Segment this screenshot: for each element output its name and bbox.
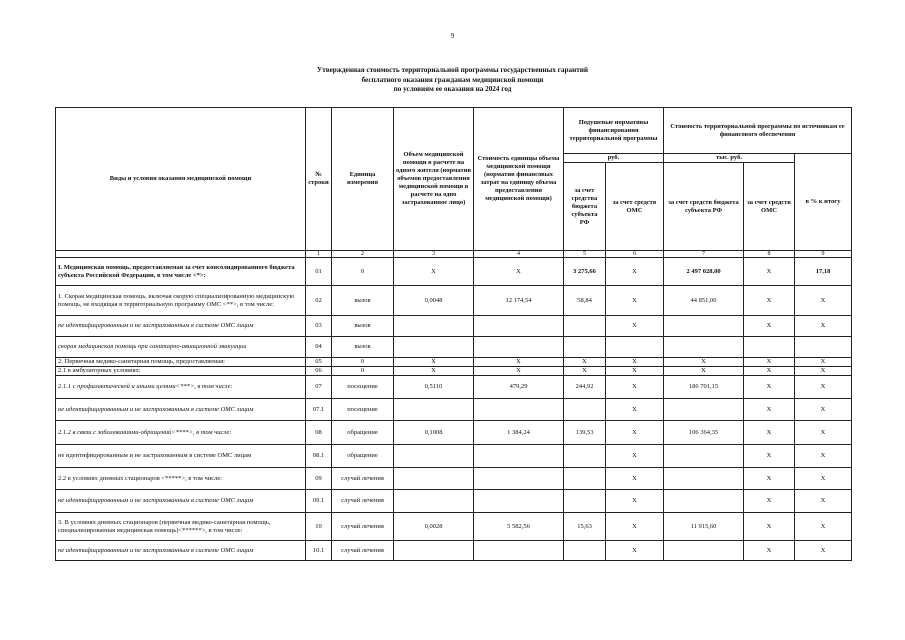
row-pr-oms: X [744, 376, 795, 399]
row-pc-budget [564, 541, 606, 561]
header-budget-rf-2: за счет средств бюджета субъекта РФ [664, 163, 744, 251]
row-no: 05 [306, 358, 332, 367]
row-volume: X [394, 258, 474, 286]
table-row [56, 490, 852, 513]
row-pr-budget [664, 316, 744, 337]
row-pr-budget [664, 541, 744, 561]
col-num: 9 [795, 251, 852, 258]
row-pc-oms: X [606, 513, 664, 541]
row-volume: 0,0028 [394, 513, 474, 541]
row-name: 2.1.1 с профилактической и иными целями<***>, в том числе: [56, 376, 306, 399]
row-cost: X [474, 258, 564, 286]
row-pct: X [795, 541, 852, 561]
row-pc-budget: 15,63 [564, 513, 606, 541]
row-pr-budget: 44 851,00 [664, 286, 744, 316]
row-no: 03 [306, 316, 332, 337]
col-num: 7 [664, 251, 744, 258]
row-pc-oms: X [606, 316, 664, 337]
row-name: не идентифицированным и не застрахованным в системе ОМС лицам [56, 399, 306, 421]
row-name: I. Медицинская помощь, предоставляемая за счет консолидированного бюджета субъекта Российской Федерации, в том числе <*>: [56, 258, 306, 286]
row-pc-budget [564, 399, 606, 421]
col-num: 3 [394, 251, 474, 258]
row-pct: X [795, 286, 852, 316]
table-row [56, 316, 852, 337]
title-line-2: бесплатного оказания гражданам медицинской помощи [361, 75, 544, 84]
row-pc-oms: X [606, 367, 664, 376]
row-volume [394, 541, 474, 561]
row-pr-oms: X [744, 399, 795, 421]
header-kinds: Виды и условия оказания медицинской помощи [56, 108, 306, 251]
row-cost [474, 445, 564, 468]
row-unit: вызов [332, 316, 394, 337]
row-volume [394, 468, 474, 490]
row-pr-oms: X [744, 258, 795, 286]
row-pr-oms: X [744, 541, 795, 561]
row-unit: случай лечения [332, 490, 394, 513]
row-pc-oms: X [606, 541, 664, 561]
row-pc-oms: X [606, 468, 664, 490]
title-line-3: по условиям ее оказания на 2024 год [393, 85, 512, 93]
row-unit: случай лечения [332, 541, 394, 561]
row-name: не идентифицированным и не застрахованным в системе ОМС лицам [56, 541, 306, 561]
header-line-no: № строки [306, 108, 332, 251]
row-name: 2.2 в условиях дневных стационаров <*****>, в том числе: [56, 468, 306, 490]
row-pr-budget: X [664, 367, 744, 376]
row-pr-budget: 106 364,35 [664, 421, 744, 445]
row-cost: X [474, 358, 564, 367]
header-oms-2: за счет средств ОМС [744, 163, 795, 251]
document-title [0, 66, 905, 95]
row-volume: 0,1008 [394, 421, 474, 445]
row-name: не идентифицированным и не застрахованным в системе ОМС лицам [56, 316, 306, 337]
header-rub: руб. [564, 154, 664, 163]
row-pc-oms: X [606, 286, 664, 316]
page-number: 9 [450, 32, 455, 40]
row-pr-oms: X [744, 286, 795, 316]
row-pc-oms: X [606, 490, 664, 513]
row-cost: X [474, 367, 564, 376]
row-volume [394, 316, 474, 337]
row-pc-budget [564, 316, 606, 337]
row-name: 3. В условиях дневных стационаров (первичная медико-санитарная помощь, специализированная медицинская помощь)<******>, в том числе: [56, 513, 306, 541]
row-pct [795, 337, 852, 358]
row-cost: 12 174,54 [474, 286, 564, 316]
col-num: 8 [744, 251, 795, 258]
row-no: 07 [306, 376, 332, 399]
table-row [56, 541, 852, 561]
row-volume [394, 490, 474, 513]
row-unit: посещение [332, 376, 394, 399]
row-unit: обращение [332, 421, 394, 445]
table-row [56, 376, 852, 399]
row-pr-budget [664, 445, 744, 468]
row-pr-budget: X [664, 358, 744, 367]
row-pr-budget [664, 399, 744, 421]
row-pc-budget: X [564, 367, 606, 376]
row-pc-budget [564, 337, 606, 358]
row-pr-oms: X [744, 358, 795, 367]
header-thous-rub: тыс. руб. [664, 154, 795, 163]
row-cost: 5 582,56 [474, 513, 564, 541]
row-pc-budget [564, 490, 606, 513]
table-row [56, 286, 852, 316]
row-unit: случай лечения [332, 513, 394, 541]
header-oms: за счет средств ОМС [606, 163, 664, 251]
row-unit: 0 [332, 358, 394, 367]
table-row [56, 358, 852, 367]
row-cost [474, 316, 564, 337]
column-numbers-row [56, 251, 852, 258]
row-pr-budget [664, 337, 744, 358]
header-program-cost: Стоимость территориальной программы по источникам ее финансового обеспечения [664, 108, 852, 154]
row-pc-oms [606, 337, 664, 358]
row-pc-oms: X [606, 421, 664, 445]
row-unit: вызов [332, 337, 394, 358]
row-unit: вызов [332, 286, 394, 316]
table-row [56, 367, 852, 376]
cost-table [55, 107, 852, 561]
row-pct: X [795, 376, 852, 399]
row-pct: X [795, 445, 852, 468]
row-pr-oms: X [744, 468, 795, 490]
row-unit: обращение [332, 445, 394, 468]
row-pct: X [795, 513, 852, 541]
row-cost [474, 541, 564, 561]
row-pc-budget: 139,53 [564, 421, 606, 445]
table-row [56, 399, 852, 421]
row-name: 2.1.2 в связи с заболеваниями-обращений<****>, в том числе: [56, 421, 306, 445]
header-percent: в % к итогу [795, 154, 852, 251]
row-pr-budget [664, 468, 744, 490]
row-pc-budget [564, 468, 606, 490]
header-unit: Единица измерения [332, 108, 394, 251]
row-pr-oms: X [744, 367, 795, 376]
row-pc-budget: 3 275,66 [564, 258, 606, 286]
row-cost [474, 337, 564, 358]
header-budget-rf: за счет средства бюджета субъекта РФ [564, 163, 606, 251]
row-pc-budget: 244,92 [564, 376, 606, 399]
col-num: 5 [564, 251, 606, 258]
col-num: 1 [306, 251, 332, 258]
row-pct: X [795, 421, 852, 445]
row-pc-oms: X [606, 258, 664, 286]
row-no: 07.1 [306, 399, 332, 421]
header-volume: Объем медицинской помощи в расчете на одного жителя (норматив объемов предоставления медицинской помощи в расчете на одно застрахованное лицо) [394, 108, 474, 251]
row-no: 08.1 [306, 445, 332, 468]
row-unit: случай лечения [332, 468, 394, 490]
row-volume: 0,5110 [394, 376, 474, 399]
row-name: 2.1 в амбулаторных условиях: [56, 367, 306, 376]
row-pct: X [795, 316, 852, 337]
row-volume [394, 445, 474, 468]
col-num: 2 [332, 251, 394, 258]
table-row [56, 258, 852, 286]
row-pct: X [795, 399, 852, 421]
row-cost [474, 490, 564, 513]
row-volume [394, 399, 474, 421]
row-no: 09.1 [306, 490, 332, 513]
row-no: 10.1 [306, 541, 332, 561]
row-no: 06 [306, 367, 332, 376]
row-name: не идентифицированным и не застрахованным в системе ОМС лицам [56, 445, 306, 468]
table-row [56, 337, 852, 358]
row-pr-oms: X [744, 490, 795, 513]
row-volume: 0,0048 [394, 286, 474, 316]
header-unit-cost: Стоимость единицы объема медицинской помощи (норматив финансовых затрат на единицу объема предоставления медицинской помощи) [474, 108, 564, 251]
row-cost [474, 399, 564, 421]
row-name: скорая медицинская помощь при санитарно-авиационной эвакуации [56, 337, 306, 358]
title-line-1: Утвержденная стоимость территориальной программы государственных гарантий [316, 66, 589, 74]
row-pr-budget: 186 701,15 [664, 376, 744, 399]
row-no: 08 [306, 421, 332, 445]
header-per-capita: Подушевые нормативы финансирования территориальной программы [564, 108, 664, 154]
row-pc-budget: 58,84 [564, 286, 606, 316]
row-unit: посещение [332, 399, 394, 421]
table-row [56, 513, 852, 541]
row-name: 2. Первичная медико-санитарная помощь, предоставляемая: [56, 358, 306, 367]
row-no: 09 [306, 468, 332, 490]
row-volume: X [394, 358, 474, 367]
row-cost: 479,29 [474, 376, 564, 399]
col-num: 6 [606, 251, 664, 258]
row-no: 04 [306, 337, 332, 358]
table-row [56, 468, 852, 490]
row-pc-oms: X [606, 399, 664, 421]
row-pc-oms: X [606, 445, 664, 468]
table-row [56, 421, 852, 445]
row-name: 1. Скорая медицинская помощь, включая скорую специализированную медицинскую помощь, не входящая в территориальную программу ОМС <**>, в том числе: [56, 286, 306, 316]
table-row [56, 445, 852, 468]
row-volume [394, 337, 474, 358]
row-unit: 0 [332, 367, 394, 376]
row-pct: X [795, 468, 852, 490]
row-pr-oms [744, 337, 795, 358]
row-pct: 17,18 [795, 258, 852, 286]
row-cost [474, 468, 564, 490]
row-no: 10 [306, 513, 332, 541]
row-pct: X [795, 367, 852, 376]
row-pct: X [795, 490, 852, 513]
row-volume: X [394, 367, 474, 376]
row-unit: 0 [332, 258, 394, 286]
row-pr-oms: X [744, 513, 795, 541]
row-pc-oms: X [606, 376, 664, 399]
row-pc-budget [564, 445, 606, 468]
row-pr-oms: X [744, 445, 795, 468]
col-num: 4 [474, 251, 564, 258]
row-pr-budget [664, 490, 744, 513]
row-pct: X [795, 358, 852, 367]
row-no: 02 [306, 286, 332, 316]
row-name: не идентифицированным и не застрахованным в системе ОМС лицам [56, 490, 306, 513]
row-pr-budget: 2 497 028,00 [664, 258, 744, 286]
row-pr-oms: X [744, 316, 795, 337]
row-pr-budget: 11 915,60 [664, 513, 744, 541]
row-pr-oms: X [744, 421, 795, 445]
row-pc-oms: X [606, 358, 664, 367]
row-pc-budget: X [564, 358, 606, 367]
row-no: 01 [306, 258, 332, 286]
row-cost: 1 384,24 [474, 421, 564, 445]
